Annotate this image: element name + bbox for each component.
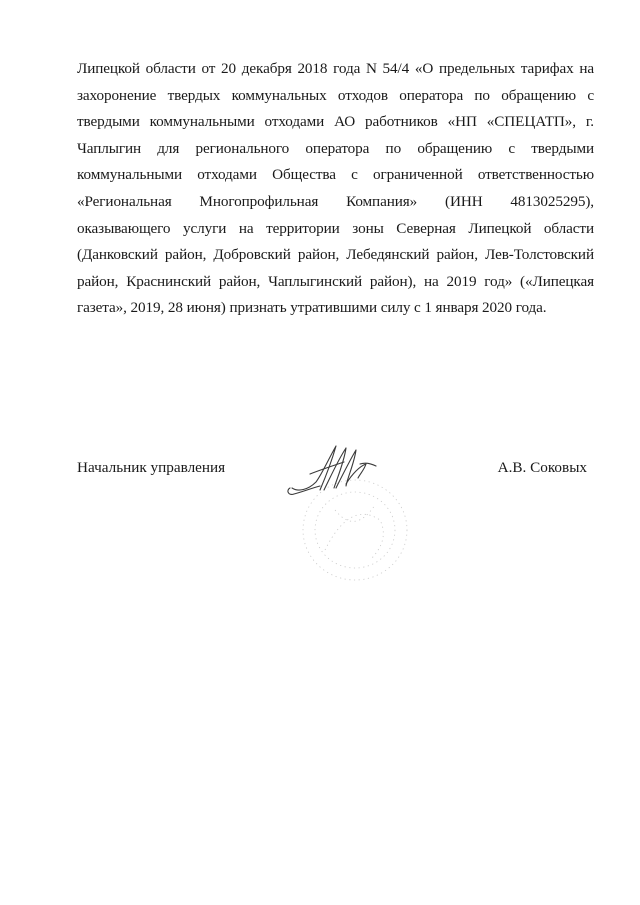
paragraph-line: газета», 2019, 28 июня) признать утратившими силу с 1 января 2020 года. bbox=[77, 299, 547, 317]
paragraph-line: твердыми коммунальными отходами АО работников «НП «СПЕЦАТП», г. bbox=[77, 113, 594, 131]
paragraph-line: «Региональная Многопрофильная Компания» (ИНН 4813025295), bbox=[77, 192, 594, 210]
paragraph-line: Чаплыгин для регионального оператора по обращению с твердыми bbox=[77, 139, 594, 157]
handwritten-signature-icon bbox=[280, 430, 420, 590]
document-paragraph bbox=[77, 56, 594, 322]
paragraph-line: оказывающего услуги на территории зоны Северная Липецкой области bbox=[77, 219, 594, 237]
signatory-name: А.В. Соковых bbox=[497, 459, 587, 476]
paragraph-line: Липецкой области от 20 декабря 2018 года N 54/4 «О предельных тарифах на bbox=[77, 60, 594, 77]
paragraph-line: (Данковский район, Добровский район, Лебедянский район, Лев-Толстовский bbox=[77, 246, 594, 264]
paragraph-line: коммунальными отходами Общества с ограниченной ответственностью bbox=[77, 166, 594, 184]
signatory-title: Начальник управления bbox=[77, 459, 226, 476]
paragraph-line: захоронение твердых коммунальных отходов оператора по обращению с bbox=[77, 86, 594, 104]
paragraph-line: район, Краснинский район, Чаплыгинский район), на 2019 год» («Липецкая bbox=[77, 272, 594, 290]
